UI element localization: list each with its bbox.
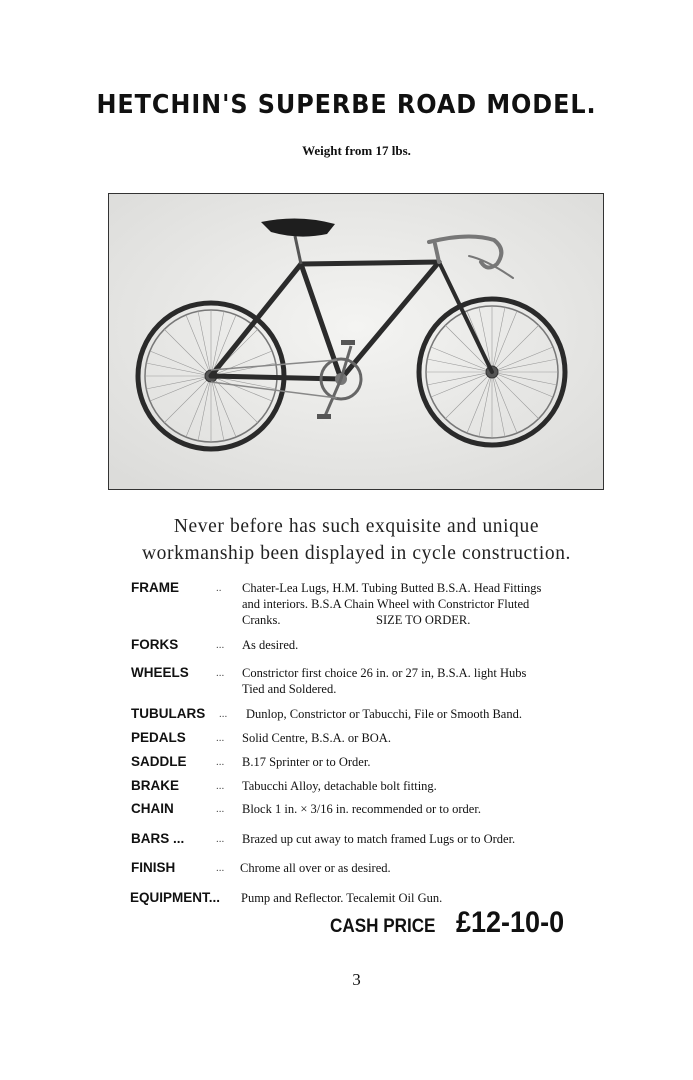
spec-label: SADDLE [131, 754, 187, 769]
spec-label: CHAIN [131, 801, 174, 816]
spec-value [241, 890, 586, 906]
spec-line: Tabucchi Alloy, detachable bolt fitting. [242, 779, 437, 793]
spec-label: BRAKE [131, 778, 180, 793]
tagline-line-1: Never before has such exquisite and unique [173, 516, 540, 537]
spec-label: EQUIPMENT... [130, 890, 221, 905]
spec-line: Solid Centre, B.S.A. or BOA. [242, 731, 391, 745]
page-title: HETCHIN'S SUPERBE ROAD MODEL. [96, 90, 597, 120]
spec-dots: ... [216, 667, 225, 679]
cash-price-label: CASH PRICE [330, 916, 436, 937]
spec-value [242, 801, 587, 817]
spec-line: Constrictor first choice 26 in. or 27 in, B.S.A. light Hubs [242, 666, 527, 680]
spec-line: Block 1 in. × 3/16 in. recommended or to order. [242, 802, 481, 816]
spec-label: FRAME [131, 580, 179, 595]
spec-dots: ... [216, 780, 225, 792]
tagline-line-2: workmanship been displayed in cycle construction. [141, 543, 572, 564]
spec-value [242, 778, 587, 794]
spec-line: Pump and Reflector. Tecalemit Oil Gun. [241, 891, 443, 905]
spec-line: Chater-Lea Lugs, H.M. Tubing Butted B.S.A. Head Fittings [242, 581, 542, 595]
spec-dots: ... [216, 803, 225, 815]
spec-dots: ... [219, 708, 228, 720]
spec-value [242, 665, 587, 697]
spec-dots: ... [216, 732, 225, 744]
spec-line: B.17 Sprinter or to Order. [242, 755, 371, 769]
page-number: 3 [352, 970, 361, 989]
spec-value [242, 637, 587, 653]
spec-dots: .. [216, 582, 222, 594]
tagline [0, 513, 693, 567]
spec-label: WHEELS [131, 665, 189, 680]
spec-value [242, 730, 587, 746]
spec-line: Chrome all over or as desired. [240, 861, 391, 875]
spec-value [242, 580, 587, 628]
spec-dots: ... [216, 833, 225, 845]
cash-price-value: £12-10-0 [456, 906, 565, 939]
spec-line: Tied and Soldered. [242, 682, 337, 696]
bicycle-illustration [109, 194, 603, 489]
spec-value [242, 831, 587, 847]
spec-line: Brazed up cut away to match framed Lugs or to Order. [242, 832, 516, 846]
spec-label: FINISH [131, 860, 176, 875]
spec-line: and interiors. B.S.A Chain Wheel with Constrictor Fluted [242, 597, 530, 611]
spec-dots: ... [216, 639, 225, 651]
spec-value [242, 754, 587, 770]
spec-label: PEDALS [131, 730, 186, 745]
spec-line: Dunlop, Constrictor or Tabucchi, File or Smooth Band. [246, 707, 522, 721]
spec-label: FORKS [131, 637, 179, 652]
bicycle-photo [108, 193, 604, 490]
weight-subtitle: Weight from 17 lbs. [302, 143, 411, 158]
spec-line: Cranks. [242, 613, 281, 627]
spec-label: TUBULARS [131, 706, 206, 721]
spec-line: As desired. [242, 638, 299, 652]
spec-value [240, 860, 585, 876]
spec-dots: ... [216, 756, 225, 768]
size-to-order: SIZE TO ORDER. [376, 613, 471, 627]
spec-label: BARS ... [131, 831, 185, 846]
spec-dots: ... [216, 862, 225, 874]
spec-value [246, 706, 591, 722]
